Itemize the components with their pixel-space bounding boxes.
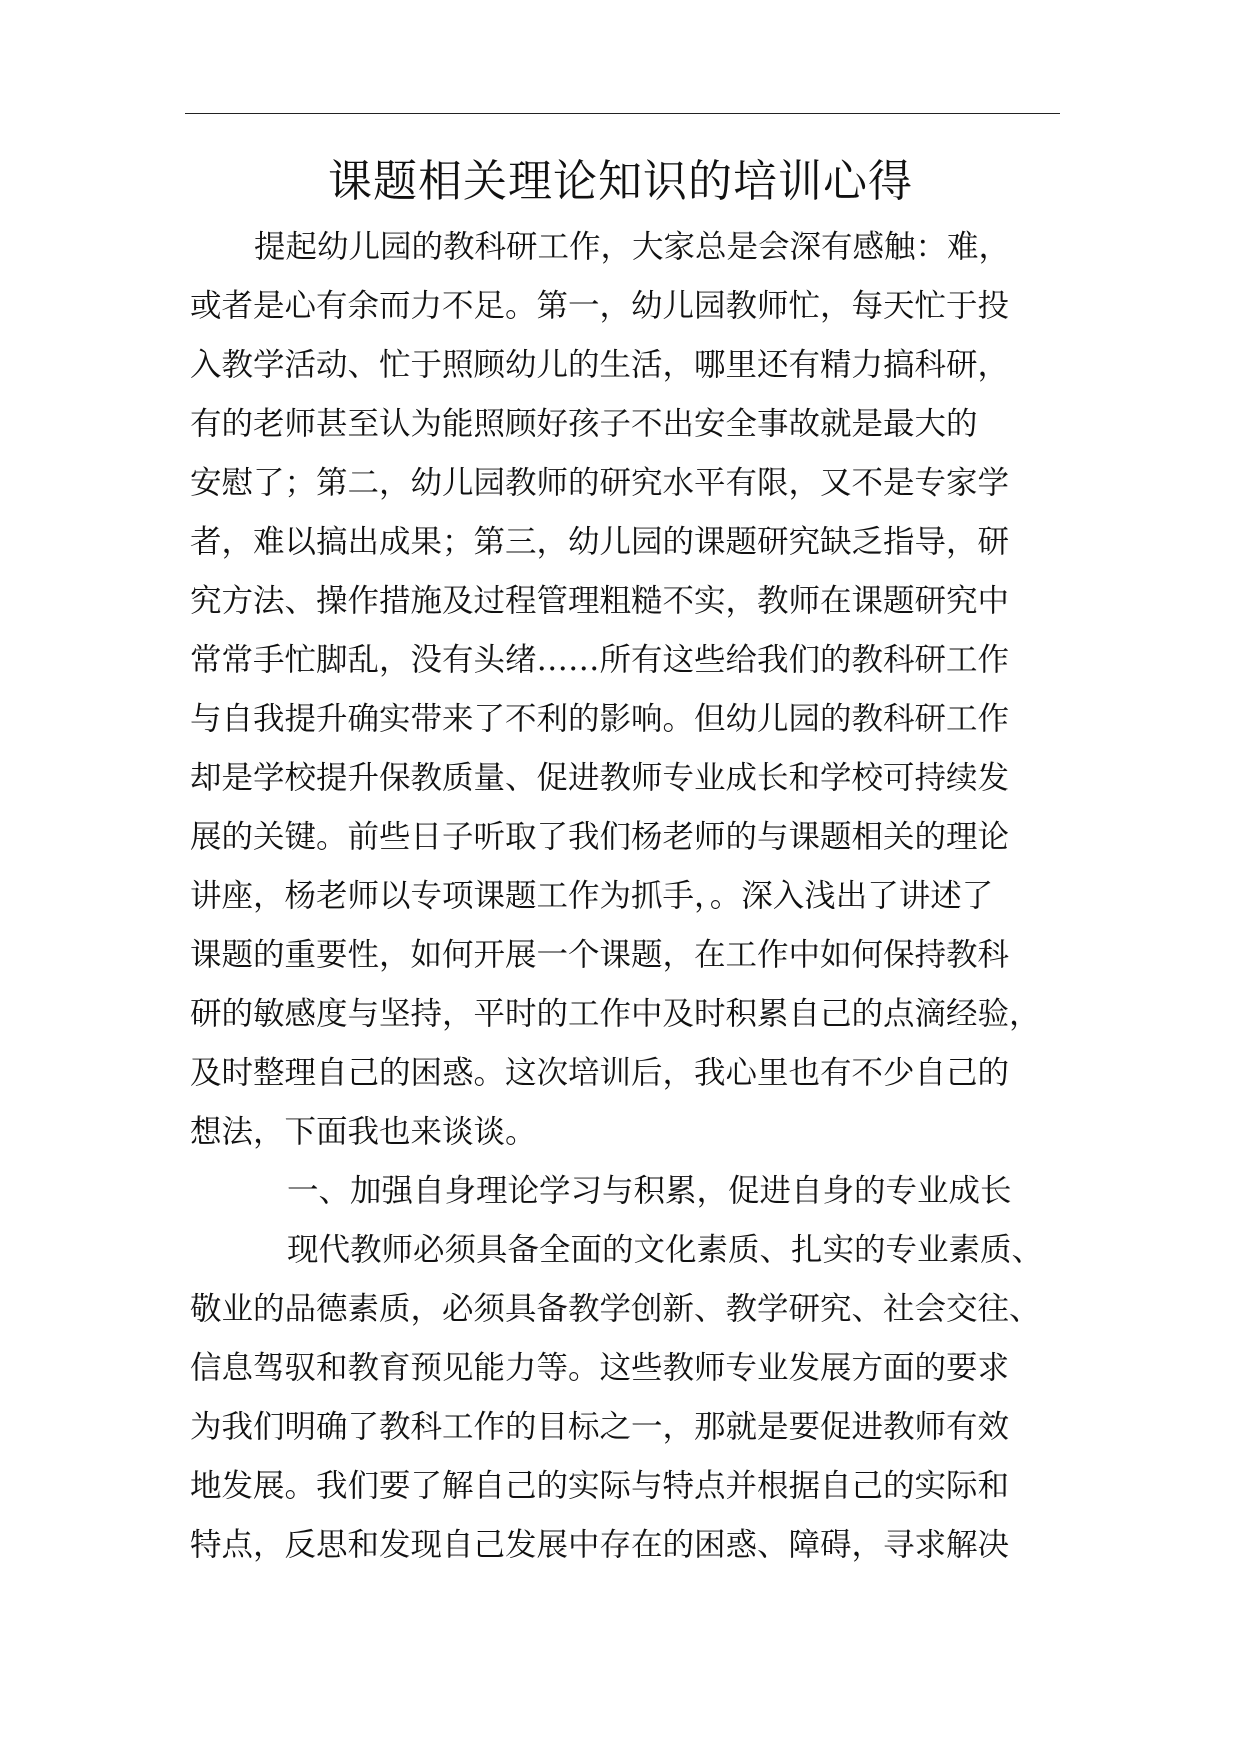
body-line: 特点，反思和发现自己发展中存在的困惑、障碍，寻求解决 [190, 1527, 1010, 1563]
body-line: 安慰了；第二，幼儿园教师的研究水平有限，又不是专家学 [190, 465, 1010, 501]
body-line: 或者是心有余而力不足。第一，幼儿园教师忙，每天忙于投 [190, 288, 1010, 324]
body-line: 敬业的品德素质，必须具备教学创新、教学研究、社会交往、 [190, 1291, 1041, 1327]
body-line: 课题的重要性，如何开展一个课题，在工作中如何保持教科 [190, 937, 1010, 973]
body-line: 有的老师甚至认为能照顾好孩子不出安全事故就是最大的 [190, 406, 978, 442]
section-heading: 一、加强自身理论学习与积累，促进自身的专业成长 [287, 1173, 1012, 1209]
body-line: 地发展。我们要了解自己的实际与特点并根据自己的实际和 [190, 1468, 1010, 1504]
body-line: 却是学校提升保教质量、促进教师专业成长和学校可持续发 [190, 760, 1010, 796]
body-line: 信息驾驭和教育预见能力等。这些教师专业发展方面的要求 [190, 1350, 1010, 1386]
body-line: 展的关键。前些日子听取了我们杨老师的与课题相关的理论 [190, 819, 1010, 855]
body-line: 常常手忙脚乱，没有头绪……所有这些给我们的教科研工作 [190, 642, 1010, 678]
body-line: 究方法、操作措施及过程管理粗糙不实，教师在课题研究中 [190, 583, 1010, 619]
body-line: 现代教师必须具备全面的文化素质、扎实的专业素质、 [287, 1232, 1044, 1268]
body-line: 讲座，杨老师以专项课题工作为抓手，。深入浅出了讲述了 [190, 878, 994, 914]
body-line: 与自我提升确实带来了不利的影响。但幼儿园的教科研工作 [190, 701, 1010, 737]
header-rule [185, 113, 1060, 114]
body-line: 为我们明确了教科工作的目标之一，那就是要促进教师有效 [190, 1409, 1010, 1445]
body-line: 提起幼儿园的教科研工作，大家总是会深有感触：难， [254, 229, 1011, 265]
document-title: 课题相关理论知识的培训心得 [328, 156, 913, 207]
body-line: 及时整理自己的困惑。这次培训后，我心里也有不少自己的 [190, 1055, 1010, 1091]
body-line: 研的敏感度与坚持，平时的工作中及时积累自己的点滴经验， [190, 996, 1041, 1032]
body-line: 想法，下面我也来谈谈。 [190, 1114, 537, 1150]
document-body [190, 218, 1070, 1575]
body-line: 入教学活动、忙于照顾幼儿的生活，哪里还有精力搞科研， [190, 347, 1010, 383]
body-line: 者，难以搞出成果；第三，幼儿园的课题研究缺乏指导，研 [190, 524, 1010, 560]
